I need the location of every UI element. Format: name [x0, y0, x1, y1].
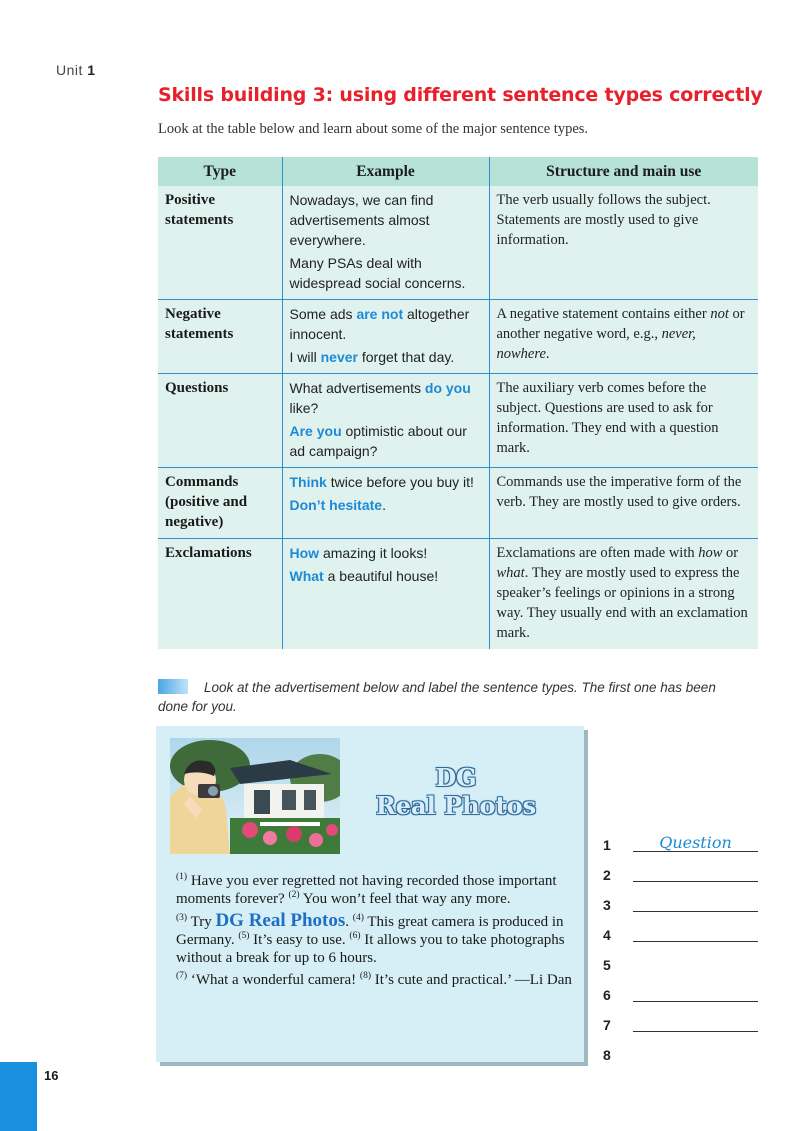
structure-text: or — [722, 545, 739, 561]
example-sentence — [290, 566, 483, 586]
sentence-type-cell: Exclamations — [158, 539, 282, 650]
answer-blank-line[interactable] — [633, 881, 758, 882]
answer-number: 5 — [603, 957, 611, 973]
example-sentence — [290, 495, 483, 515]
example-cell — [282, 374, 489, 468]
example-cell — [282, 468, 489, 539]
ad-paragraph-2 — [176, 912, 576, 967]
table-row — [158, 468, 758, 539]
garden-photographer-illustration — [170, 738, 340, 854]
table-row — [158, 539, 758, 650]
example-sentence — [290, 253, 483, 293]
ad-paragraph-1 — [176, 872, 576, 908]
example-cell — [282, 186, 489, 300]
sentence-number: (4) — [352, 913, 364, 923]
page-edge-tab — [0, 1062, 37, 1131]
structure-use-cell — [489, 300, 758, 374]
structure-text: A negative statement contains either — [496, 306, 711, 322]
sentence-type-cell: Negative statements — [158, 300, 282, 374]
answer-row — [603, 863, 763, 893]
answer-row — [603, 923, 763, 953]
column-header-structure: Structure and main use — [489, 157, 758, 186]
example-text: optimistic about our ad campaign? — [289, 423, 467, 459]
sentence-number: (1) — [176, 872, 188, 882]
ad-sentence-1: Have you ever regretted not having recorded those important moments forever? — [176, 873, 557, 907]
answer-row — [603, 983, 763, 1013]
sentence-number: (2) — [288, 890, 300, 900]
structure-text: or another negative word, e.g., — [496, 306, 745, 342]
ad-sentence-6: It allows you to take photographs without a break for up to 6 hours. — [176, 932, 565, 966]
highlighted-word: Are you — [289, 423, 342, 439]
unit-number: 1 — [87, 62, 96, 78]
advertisement-card — [156, 726, 584, 1062]
answer-row — [603, 833, 763, 863]
table-header-row — [158, 157, 758, 186]
structure-text: . They are mostly used to express the speaker’s feelings or opinions in a strong way. They usually end with an exclamation mark. — [496, 565, 748, 641]
answer-text: Question — [659, 833, 732, 852]
ad-sentence-3-suffix: . — [345, 914, 350, 930]
italic-word: what — [496, 565, 525, 581]
sentence-number: (5) — [238, 931, 250, 941]
example-text: Many PSAs deal with widespread social concerns. — [289, 255, 466, 291]
example-text: forget that day. — [357, 349, 455, 365]
structure-use-cell — [489, 374, 758, 468]
sentence-type-cell: Questions — [158, 374, 282, 468]
answer-row — [603, 1013, 763, 1043]
structure-text: Exclamations are often made with — [496, 545, 699, 561]
answer-number: 2 — [603, 867, 611, 883]
ad-sentence-8: It’s cute and practical.’ —Li Dan — [374, 972, 572, 988]
example-text: twice before you buy it! — [326, 474, 474, 490]
example-cell — [282, 300, 489, 374]
example-text: Nowadays, we can find advertisements almost everywhere. — [289, 192, 434, 248]
table-row — [158, 186, 758, 300]
example-sentence — [290, 304, 483, 344]
structure-use-cell — [489, 468, 758, 539]
highlighted-word: are not — [356, 306, 404, 322]
example-cell — [282, 539, 489, 650]
answer-number: 3 — [603, 897, 611, 913]
answer-number: 6 — [603, 987, 611, 1003]
column-header-example: Example — [282, 157, 489, 186]
example-sentence — [290, 190, 483, 250]
ad-brand-line-2: Real Photos — [375, 791, 537, 820]
answer-number: 1 — [603, 837, 611, 853]
ad-brand-line-1: DG — [435, 763, 477, 792]
answer-number: 8 — [603, 1047, 611, 1063]
example-text: a beautiful house! — [323, 568, 439, 584]
highlighted-word: What — [289, 568, 324, 584]
answer-blank-line[interactable] — [633, 941, 758, 942]
structure-use-cell — [489, 186, 758, 300]
answer-number: 7 — [603, 1017, 611, 1033]
sentence-number: (8) — [359, 971, 371, 981]
unit-label — [56, 62, 96, 78]
answer-row — [603, 953, 763, 983]
task-instruction: Look at the advertisement below and label the sentence types. The first one has been done for you. — [158, 680, 716, 714]
sentence-number: (6) — [349, 931, 361, 941]
page-number: 16 — [44, 1068, 59, 1083]
example-text: like? — [289, 400, 319, 416]
column-header-type: Type — [158, 157, 282, 186]
structure-text: The auxiliary verb comes before the subject. Questions are used to ask for information. They end with a question mark. — [496, 380, 719, 456]
table-row — [158, 374, 758, 468]
answer-blank-line[interactable] — [633, 1001, 758, 1002]
ad-body-text — [176, 872, 576, 993]
structure-text: Commands use the imperative form of the verb. They are mostly used to give orders. — [496, 474, 742, 510]
unit-word: Unit — [56, 62, 83, 78]
example-text: I will — [289, 349, 321, 365]
example-text: altogether innocent. — [289, 306, 470, 342]
italic-word: never, nowhere — [496, 326, 696, 362]
sentence-type-cell: Commands (positive and negative) — [158, 468, 282, 539]
ad-sentence-4: This great camera is produced in Germany. — [176, 914, 564, 948]
example-sentence — [290, 543, 483, 563]
table-row — [158, 300, 758, 374]
ad-paragraph-3 — [176, 971, 576, 989]
example-sentence — [290, 378, 483, 418]
example-sentence — [290, 421, 483, 461]
highlighted-word: Don’t hesitate — [289, 497, 383, 513]
highlighted-word: never — [320, 349, 358, 365]
intro-text: Look at the table below and learn about some of the major sentence types. — [158, 121, 589, 137]
highlighted-word: How — [289, 545, 320, 561]
ad-sentence-3-prefix: Try — [190, 914, 212, 930]
answer-list — [603, 833, 763, 1073]
section-title: Skills building 3: using different sentence types correctly — [158, 84, 763, 106]
italic-word: not — [710, 306, 729, 322]
ad-sentence-2: You won’t feel that way any more. — [302, 891, 511, 907]
answer-row — [603, 1043, 763, 1073]
structure-text: The verb usually follows the subject. Statements are mostly used to give information. — [496, 192, 711, 248]
sentence-number: (3) — [176, 913, 188, 923]
answer-number: 4 — [603, 927, 611, 943]
answer-row — [603, 893, 763, 923]
example-text: . — [382, 497, 386, 513]
ad-brand-title — [366, 764, 546, 820]
example-sentence — [290, 472, 483, 492]
structure-use-cell — [489, 539, 758, 650]
highlighted-word: Think — [289, 474, 327, 490]
example-text: amazing it looks! — [319, 545, 428, 561]
ad-inline-brand: DG Real Photos — [215, 910, 346, 931]
sentence-number: (7) — [176, 971, 188, 981]
example-text: Some ads — [289, 306, 357, 322]
answer-blank-line[interactable] — [633, 911, 758, 912]
structure-text: . — [545, 346, 550, 362]
ad-sentence-7: ‘What a wonderful camera! — [190, 972, 357, 988]
answer-blank-line[interactable] — [633, 1031, 758, 1032]
sentence-type-cell: Positive statements — [158, 186, 282, 300]
highlighted-word: do you — [424, 380, 471, 396]
sentence-types-table — [158, 157, 758, 649]
ad-sentence-5: It’s easy to use. — [253, 932, 346, 948]
italic-word: how — [698, 545, 723, 561]
example-sentence — [290, 347, 483, 367]
example-text: What advertisements — [289, 380, 425, 396]
table-body — [158, 186, 758, 649]
